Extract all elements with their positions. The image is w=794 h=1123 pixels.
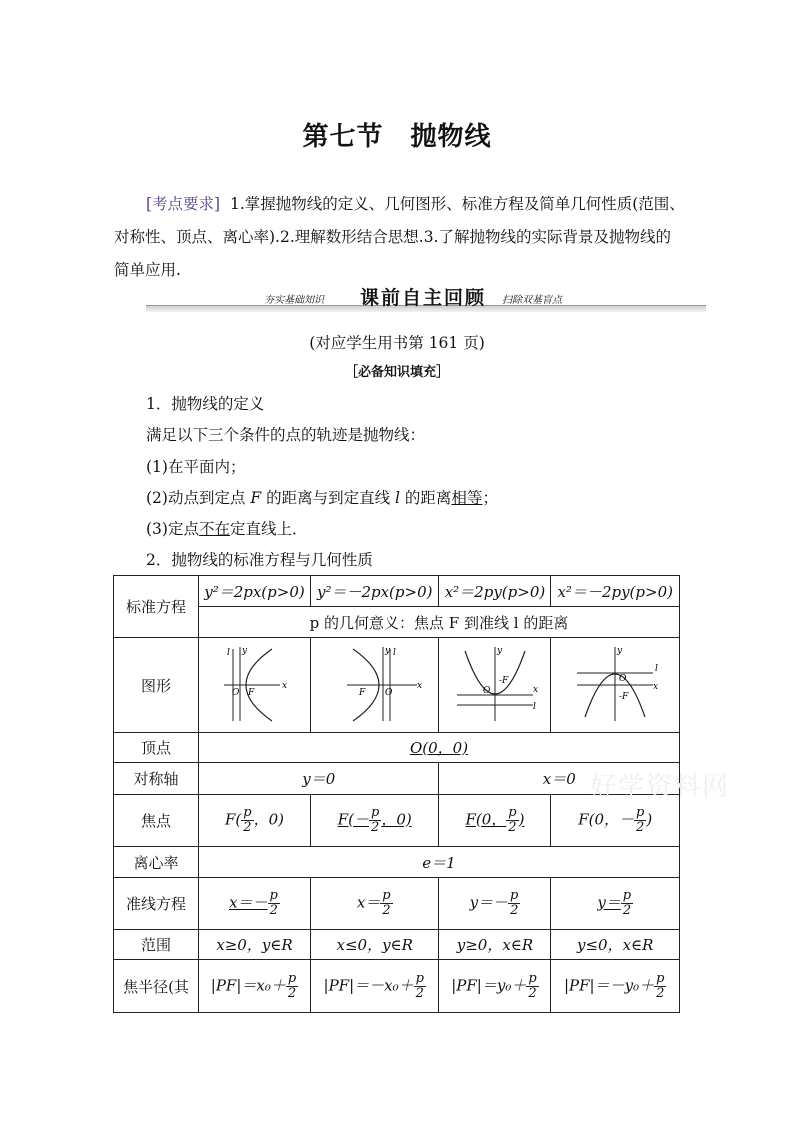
graph-label-y: y	[496, 646, 503, 656]
radius-up: |PF|＝y₀＋ $\frac{p}{2}$	[439, 960, 551, 1013]
focus-up: F(0， $\frac{p}{2}$ )	[439, 795, 551, 847]
label-focal-radius: 焦半径(其	[114, 960, 199, 1013]
directrix-right: x＝－ $\frac{p}{2}$	[199, 878, 311, 930]
requirements-line-1: [考点要求] 1.掌握抛物线的定义、几何图形、标准方程及简单几何性质(范围、	[146, 195, 685, 213]
label-focus: 焦点	[114, 795, 199, 847]
banner-title: 课前自主回顾	[360, 287, 487, 309]
radius-left: |PF|＝－x₀＋ $\frac{p}{2}$	[310, 960, 439, 1013]
graph-right	[199, 638, 311, 733]
graph-label-y: y	[384, 646, 390, 656]
graph-label-o: O	[232, 688, 240, 698]
radius-right: |PF|＝x₀＋ $\frac{p}{2}$	[199, 960, 311, 1013]
graph-label-x: x	[282, 681, 288, 691]
graph-label-f: -F	[498, 676, 509, 686]
focus-down: F(0，－ $\frac{p}{2}$ )	[551, 795, 680, 847]
condition-3: (3)定点不在定直线上．	[146, 520, 308, 538]
eq-down: x²＝－2py(p>0)	[551, 576, 680, 607]
focus-right: F( $\frac{p}{2}$ ，0)	[199, 795, 311, 847]
graph-label-l: l	[532, 702, 536, 712]
requirements-line-3: 简单应用.	[114, 261, 181, 279]
graph-label-y: y	[617, 646, 623, 656]
label-graph: 图形	[114, 638, 199, 733]
graph-label-x: x	[416, 681, 422, 691]
range-down: y≤0，x∈R	[551, 930, 680, 960]
answer-not-on: 不在	[198, 520, 230, 538]
graph-label-f: -F	[619, 692, 629, 702]
page-title: 第七节 抛物线	[302, 122, 492, 152]
graph-label-o: O	[482, 686, 491, 696]
graph-left	[310, 638, 439, 733]
graph-label-l: l	[227, 648, 231, 658]
parabola-left-graph	[327, 641, 423, 725]
definition-heading: 1．抛物线的定义	[146, 395, 265, 413]
watermark: 好学资料网	[590, 772, 731, 802]
graph-up	[439, 638, 551, 733]
condition-1: (1)在平面内；	[146, 458, 246, 476]
axis-vertical: x＝0	[439, 763, 680, 795]
graph-label-l: l	[655, 664, 659, 674]
definition-intro: 满足以下三个条件的点的轨迹是抛物线：	[146, 426, 426, 444]
condition-2: (2)动点到定点 F 的距离与到定直线 l 的距离相等；	[146, 489, 498, 507]
label-directrix: 准线方程	[114, 878, 199, 930]
graph-label-o: O	[384, 688, 393, 698]
directrix-left: x＝ $\frac{p}{2}$	[310, 878, 439, 930]
eccentricity-value: e＝1	[199, 847, 680, 878]
parabola-down-graph	[567, 641, 663, 725]
radius-down: |PF|＝－y₀＋ $\frac{p}{2}$	[551, 960, 680, 1013]
label-axis: 对称轴	[114, 763, 199, 795]
graph-label-f: F	[248, 688, 255, 698]
graph-label-x: x	[653, 682, 659, 692]
parabola-right-graph	[206, 641, 302, 725]
parabola-up-graph	[447, 641, 543, 725]
range-right: x≥0，y∈R	[199, 930, 311, 960]
range-up: y≥0，x∈R	[439, 930, 551, 960]
label-vertex: 顶点	[114, 733, 199, 763]
eq-up: x²＝2py(p>0)	[439, 576, 551, 607]
range-left: x≤0，y∈R	[310, 930, 439, 960]
section-tag: ［必备知识填充］	[344, 365, 449, 380]
page-reference: (对应学生用书第 161 页)	[309, 334, 485, 352]
requirements-tag: [考点要求]	[146, 195, 221, 213]
banner-right-text: 扫除双基盲点	[502, 295, 562, 306]
graph-label-o: O	[619, 674, 627, 684]
axis-horizontal: y＝0	[199, 763, 439, 795]
focus-left: F(－ $\frac{p}{2}$ ，0)	[310, 795, 439, 847]
graph-label-y: y	[242, 646, 248, 656]
eq-right: y²＝2px(p>0)	[199, 576, 311, 607]
vertex-value: O(0，0)	[199, 733, 680, 763]
label-range: 范围	[114, 930, 199, 960]
directrix-down: y＝ $\frac{p}{2}$	[551, 878, 680, 930]
requirements	[114, 188, 688, 287]
graph-down	[551, 638, 680, 733]
directrix-up: y＝－ $\frac{p}{2}$	[439, 878, 551, 930]
properties-heading: 2．抛物线的标准方程与几何性质	[146, 551, 373, 569]
eq-left: y²＝－2px(p>0)	[310, 576, 439, 607]
graph-label-l: l	[392, 648, 396, 658]
section-banner	[146, 283, 706, 311]
banner-left-text: 夯实基础知识	[264, 295, 324, 306]
label-standard-eq: 标准方程	[114, 576, 199, 638]
answer-equal: 相等	[451, 489, 483, 507]
graph-label-f: F	[358, 688, 365, 698]
label-eccentricity: 离心率	[114, 847, 199, 878]
p-meaning: p 的几何意义：焦点 F 到准线 l 的距离	[199, 607, 680, 638]
requirements-line-2: 对称性、顶点、离心率).2.理解数形结合思想.3.了解抛物线的实际背景及抛物线的	[114, 228, 671, 246]
graph-label-x: x	[532, 685, 539, 695]
